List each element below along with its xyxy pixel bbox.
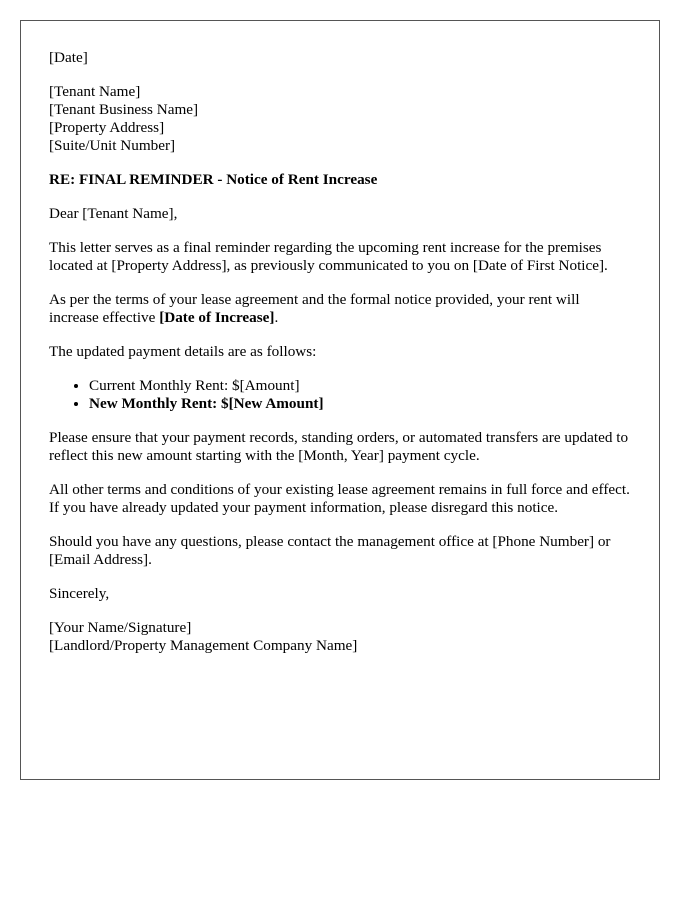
letter-date: [Date]	[49, 49, 88, 66]
subject-line: RE: FINAL REMINDER - Notice of Rent Increase	[49, 171, 378, 188]
salutation: Dear [Tenant Name],	[49, 205, 178, 222]
closing: Sincerely,	[49, 585, 110, 602]
recipient-suite: [Suite/Unit Number]	[49, 137, 176, 154]
date-line	[49, 49, 632, 67]
date-of-increase: [Date of Increase]	[159, 309, 275, 326]
payment-details-list	[49, 377, 632, 413]
paragraph-update-payments: Please ensure that your payment records, standing orders, or automated transfers are updated to reflect this new amount starting with the [Month, Year] payment cycle.	[49, 429, 629, 464]
effective-date-text: As per the terms of your lease agreement and the formal notice provided, your rent will increase effective	[49, 291, 580, 326]
signature-block	[49, 619, 632, 655]
list-item-new-rent: • New Monthly Rent: $[New Amount]	[89, 395, 632, 413]
paragraph-contact: Should you have any questions, please contact the management office at [Phone Number] or [Email Address].	[49, 533, 611, 568]
list-item-current-rent: • Current Monthly Rent: $[Amount]	[89, 377, 632, 395]
effective-date-period: .	[274, 309, 279, 326]
signature-name: [Your Name/Signature]	[49, 619, 192, 636]
recipient-tenant-name: [Tenant Name]	[49, 83, 141, 100]
recipient-business-name: [Tenant Business Name]	[49, 101, 199, 118]
recipient-address-block	[49, 83, 632, 155]
paragraph-other-terms: All other terms and conditions of your existing lease agreement remains in full force and effect. If you have already updated your payment information, please disregard this notice.	[49, 481, 630, 516]
paragraph-reminder: This letter serves as a final reminder regarding the upcoming rent increase for the premises located at [Property Address], as previously communicated to you on [Date of First Notice].	[49, 239, 608, 274]
recipient-property-address: [Property Address]	[49, 119, 165, 136]
signature-company: [Landlord/Property Management Company Name]	[49, 637, 358, 654]
letter-page	[20, 20, 660, 780]
paragraph-effective-date	[49, 291, 632, 327]
paragraph-payment-details-intro: The updated payment details are as follows:	[49, 343, 317, 360]
